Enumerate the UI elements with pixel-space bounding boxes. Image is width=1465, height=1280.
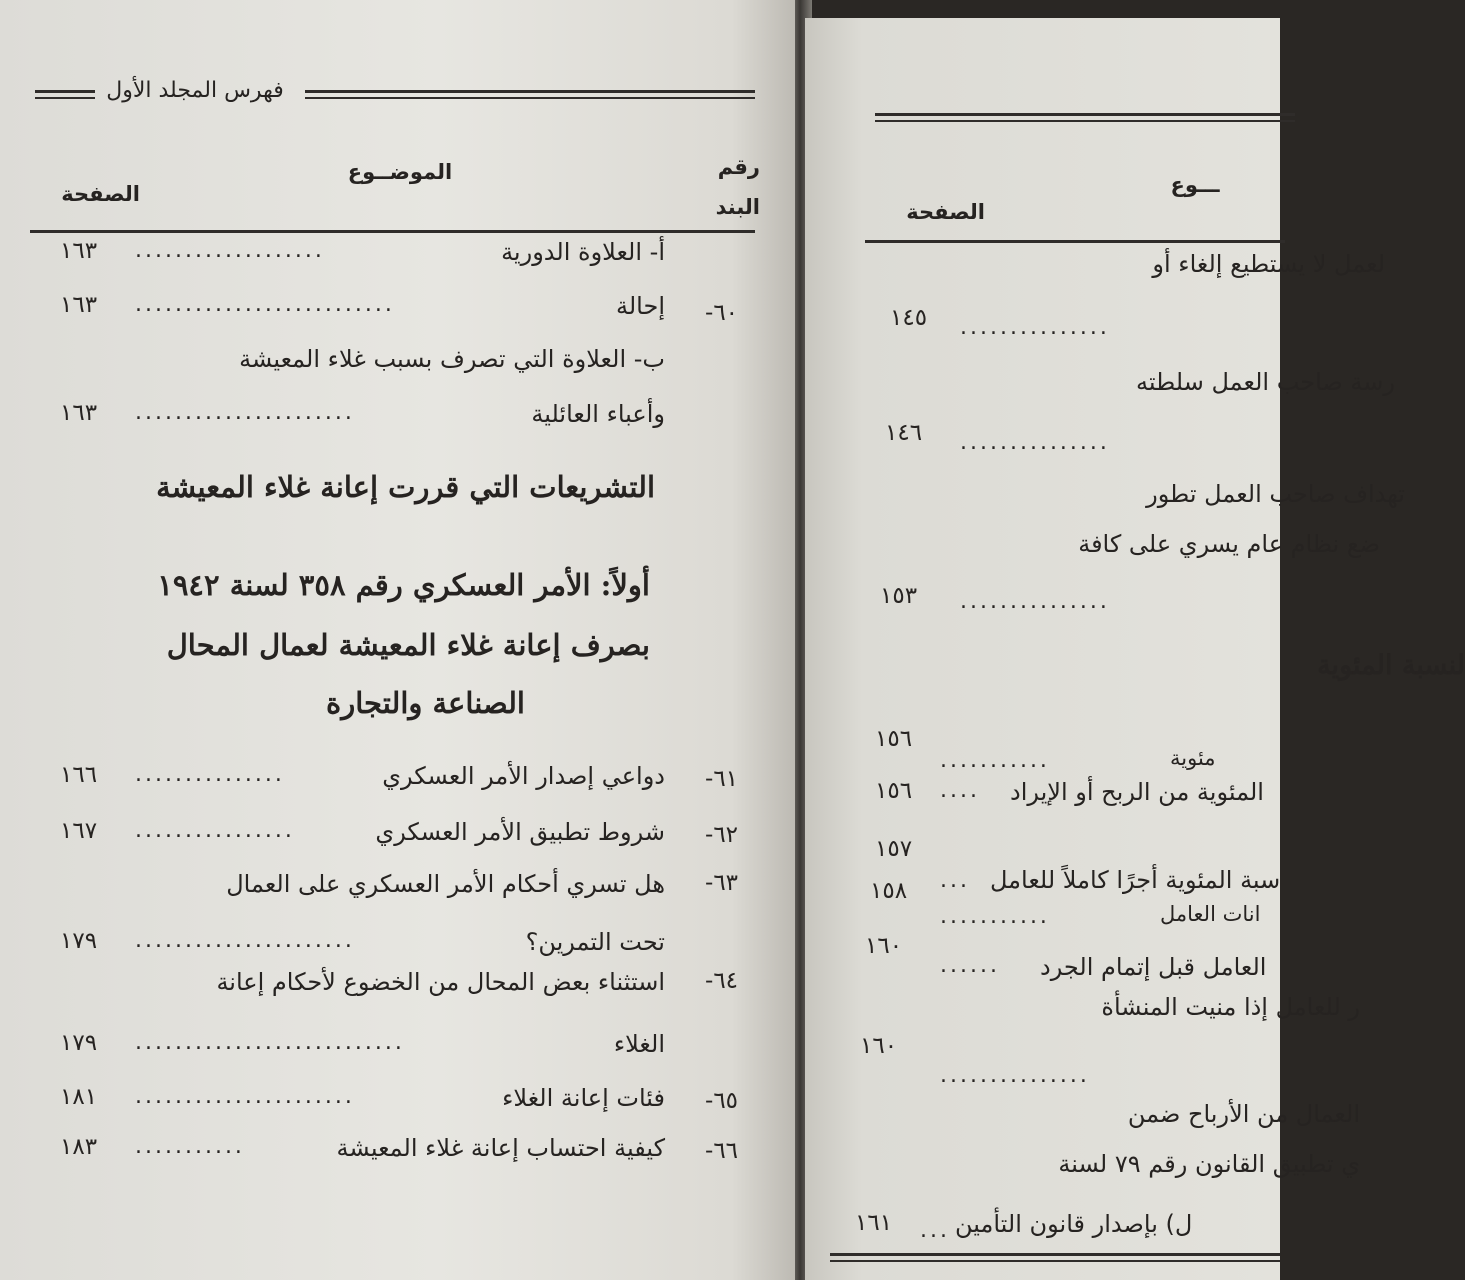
toc-item-number: -٦٣ [705, 870, 739, 896]
toc-page-number: ١٥٣ [880, 583, 918, 609]
running-head: فهرس المجلد الأول [106, 78, 284, 103]
toc-entry-text: ب- العلاوة التي تصرف بسبب غلاء المعيشة [239, 345, 665, 373]
toc-entry-text: سبة المئوية أجرًا كاملاً للعامل [990, 866, 1281, 894]
subtitle-line: أولاً: الأمر العسكري رقم ٣٥٨ لسنة ١٩٤٢ [157, 568, 650, 602]
toc-leader-dots: ...... [940, 953, 1000, 978]
column-page-label: الصفحة [906, 200, 985, 224]
toc-leader-dots: ........................... [135, 1030, 405, 1055]
toc-entry-text: استثناء بعض المحال من الخضوع لأحكام إعانة [216, 968, 665, 996]
header-rule [875, 113, 1295, 116]
toc-leader-dots: ........... [940, 904, 1050, 929]
toc-leader-dots: ........... [940, 748, 1050, 773]
toc-entry-text: العمال من الأرباح ضمن [1127, 1100, 1360, 1128]
toc-page-number: ١٥٧ [875, 836, 913, 862]
subtitle-line: الصناعة والتجارة [326, 686, 525, 720]
toc-entry-text: لعمل لا يستطيع إلغاء أو [1152, 250, 1385, 278]
toc-page-number: ١٥٦ [875, 778, 913, 804]
toc-page-number: ١٦٣ [60, 400, 98, 426]
toc-leader-dots: ................ [135, 818, 295, 843]
toc-page-number: ١٦٠ [860, 1033, 898, 1059]
section-title: لنسبة المئوية [1317, 650, 1465, 681]
toc-entry-text: رسة صاحب العمل سلطته [1135, 368, 1395, 396]
column-number-label-line1: رقم [717, 155, 760, 179]
column-subject-label: ـــوع [1170, 173, 1220, 197]
toc-page-number: ١٨٣ [60, 1134, 98, 1160]
header-rule-long [305, 90, 755, 93]
toc-page-number: ١٥٦ [875, 726, 913, 752]
toc-page-number: ١٥٨ [870, 878, 908, 904]
toc-entry-text: هل تسري أحكام الأمر العسكري على العمال [226, 870, 665, 898]
column-subject-label: الموضــوع [347, 160, 453, 184]
toc-entry-text: العامل قبل إتمام الجرد [1040, 953, 1267, 981]
toc-page-number: ١٦١ [855, 1210, 893, 1236]
toc-page-number: ١٧٩ [60, 1030, 98, 1056]
subtitle-line: بصرف إعانة غلاء المعيشة لعمال المحال [166, 628, 650, 662]
toc-entry-text: أ- العلاوة الدورية [501, 238, 665, 266]
toc-item-number: -٦٢ [705, 822, 739, 848]
toc-page-number: ١٨١ [60, 1084, 98, 1110]
toc-entry-text: ضع نظام عام يسري على كافة [1078, 530, 1380, 558]
header-rule-short-2 [35, 97, 95, 99]
toc-entry-text: المئوية من الربح أو الإيراد [1010, 778, 1264, 806]
section-title: التشريعات التي قررت إعانة غلاء المعيشة [156, 470, 655, 504]
toc-entry-text: ي تطبيق القانون رقم ٧٩ لسنة [1058, 1150, 1360, 1178]
toc-entry-text: كيفية احتساب إعانة غلاء المعيشة [336, 1134, 665, 1162]
toc-entry-text: تحت التمرين؟ [525, 928, 665, 956]
toc-leader-dots: ............... [940, 1063, 1090, 1088]
toc-leader-dots: ............... [960, 315, 1110, 340]
column-number-label-line2: البند [715, 195, 760, 219]
column-page-label: الصفحة [61, 182, 140, 206]
toc-item-number: -٦٥ [705, 1088, 739, 1114]
toc-item-number: -٦٦ [705, 1138, 739, 1164]
toc-leader-dots: .......................... [135, 292, 395, 317]
toc-page-number: ١٦٦ [60, 762, 98, 788]
footer-rule [830, 1253, 1280, 1256]
toc-item-number: -٦١ [705, 766, 739, 792]
toc-page-number: ١٦٣ [60, 292, 98, 318]
toc-entry-text: ل) بإصدار قانون التأمين [955, 1210, 1193, 1238]
toc-leader-dots: ........... [135, 1134, 245, 1159]
table-header-rule [865, 240, 1285, 243]
toc-leader-dots: .... [940, 778, 980, 803]
toc-entry-text: انات العامل [1160, 902, 1261, 926]
toc-leader-dots: ... [940, 868, 970, 893]
toc-page-number: ١٧٩ [60, 928, 98, 954]
toc-entry-text: فئات إعانة الغلاء [502, 1084, 665, 1112]
toc-entry-text: دواعي إصدار الأمر العسكري [382, 762, 665, 790]
toc-item-number: -٦٠ [705, 300, 739, 326]
toc-item-number: -٦٤ [705, 968, 739, 994]
toc-entry-text: مئوية [1170, 746, 1216, 770]
table-header-rule [30, 230, 755, 233]
toc-leader-dots: ................... [135, 238, 325, 263]
right-page [805, 18, 1465, 1280]
toc-leader-dots: ...................... [135, 928, 355, 953]
toc-entry-text: الغلاء [613, 1030, 665, 1058]
toc-page-number: ١٦٧ [60, 818, 98, 844]
toc-entry-text: تهداف صاحب العمل تطور [1146, 480, 1405, 508]
toc-leader-dots: ............... [135, 762, 285, 787]
toc-leader-dots: ............... [960, 589, 1110, 614]
header-rule-2 [875, 120, 1295, 122]
toc-page-number: ١٤٦ [885, 420, 923, 446]
toc-leader-dots: ............... [960, 430, 1110, 455]
header-rule-long-2 [305, 97, 755, 99]
toc-entry-text: ر للعامل إذا منيت المنشأة [1101, 993, 1360, 1021]
toc-entry-text: إحالة [616, 292, 665, 320]
toc-page-number: ١٤٥ [890, 305, 928, 331]
header-rule-short [35, 90, 95, 93]
toc-leader-dots: ...................... [135, 400, 355, 425]
footer-rule-2 [830, 1260, 1280, 1262]
toc-page-number: ١٦٠ [865, 933, 903, 959]
toc-entry-text: شروط تطبيق الأمر العسكري [375, 818, 665, 846]
toc-leader-dots: ... [920, 1218, 950, 1243]
toc-entry-text: وأعباء العائلية [531, 400, 665, 428]
toc-page-number: ١٦٣ [60, 238, 98, 264]
toc-leader-dots: ...................... [135, 1084, 355, 1109]
